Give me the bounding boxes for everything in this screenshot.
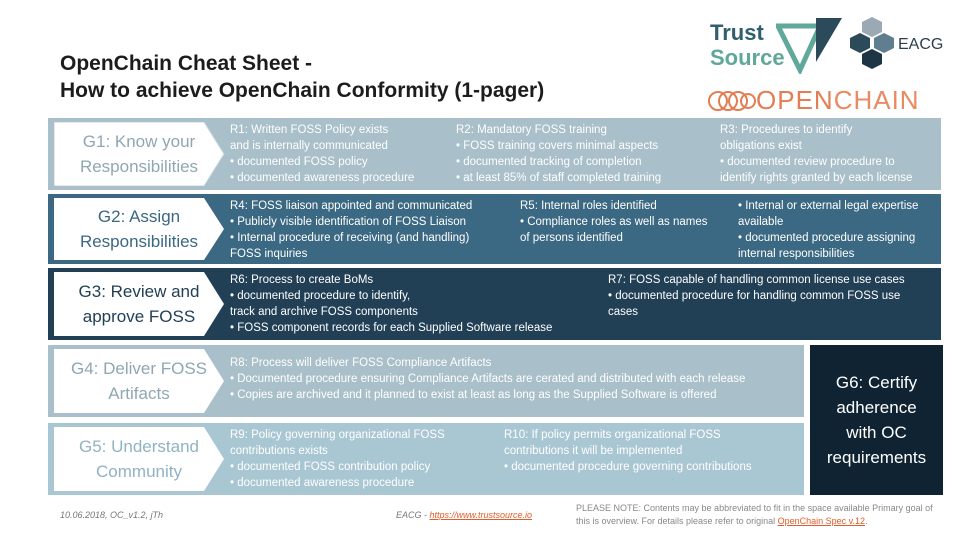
g3-col-r6: R6: Process to create BoMs • documented procedure to identify, track and archive FOSS components • FOSS component records for each Supplied Software release [230,274,553,334]
footer-note [576,502,946,528]
goal-row-g1 [48,118,941,190]
footer-credit-prefix: EACG - [396,510,430,520]
page-title [60,50,544,104]
footer-credit [396,510,532,520]
trustsource-logo-line2: Source [710,45,785,70]
openchain-logo-open: OPEN [756,85,834,115]
g1-col-r3: R3: Procedures to identify obligations exist • documented review procedure to identify rights granted by each license [720,124,913,184]
g2-col-r5: R5: Internal roles identified • Compliance roles as well as names of persons identified [520,200,708,244]
g1-col-r2: R2: Mandatory FOSS training • FOSS training covers minimal aspects • documented tracking of completion • at least 85% of staff completed training [456,124,662,184]
chain-links-icon [708,85,756,115]
footer-note-end: . [864,516,868,526]
eacg-logo-text: EACG [898,36,944,53]
g6-label: G6: Certify adherence with OC requirements [826,373,927,467]
g6-certify-box [810,345,943,495]
trustsource-mark-icon [776,12,846,74]
trustsource-logo [710,20,845,75]
g5-col-r10: R10: If policy permits organizational FOSS contributions it will be implemented • documented procedure governing contributions [504,429,752,473]
g4-col-r8: R8: Process will deliver FOSS Compliance Artifacts • Documented procedure ensuring Compliance Artifacts are cerated and distributed with each release • Copies are archived and it planned to exist at least as long as the Supplied Software is offered [230,357,746,401]
hexagon-cluster-icon [848,16,898,72]
title-line-1: OpenChain Cheat Sheet - [60,52,313,75]
eacg-logo [848,16,948,72]
openchain-spec-link[interactable]: OpenChain Spec v.12 [777,516,865,526]
trustsource-link[interactable]: https://www.trustsource.io [429,510,533,520]
g2-label: G2: Assign Responsibilities [79,207,199,251]
footer-version: 10.06.2018, OC_v1.2, jTh [60,510,164,520]
openchain-logo-chain: CHAIN [833,85,920,115]
goal-row-g3 [48,268,941,340]
g3-label: G3: Review and approve FOSS [78,282,200,326]
g1-label: G1: Know your Responsibilities [79,132,199,176]
g1-col-r1: R1: Written FOSS Policy exists and is internally communicated • documented FOSS policy • documented awareness procedure [230,124,415,184]
openchain-logo-text [756,85,920,116]
trustsource-logo-line1: Trust [710,20,764,45]
title-line-2: How to achieve OpenChain Conformity (1-pager) [60,79,545,102]
g3-col-r7: R7: FOSS capable of handling common license use cases • documented procedure for handling common FOSS use cases [608,274,905,318]
goal-row-g5 [48,423,804,495]
g2-col-r5-extra: • Internal or external legal expertise available • documented procedure assigning internal responsibilities [738,200,919,260]
goal-row-g2 [48,194,941,264]
g2-col-r4: R4: FOSS liaison appointed and communicated • Publicly visible identification of FOSS Liaison • Internal procedure of receiving (and handling) FOSS inquiries [230,200,473,260]
g4-label: G4: Deliver FOSS Artifacts [70,359,208,403]
g5-col-r9: R9: Policy governing organizational FOSS contributions exists • documented FOSS contribution policy • documented awareness procedure [230,429,445,489]
goal-row-g4 [48,345,804,417]
openchain-logo [708,85,953,117]
g5-label: G5: Understand Community [78,437,199,481]
footer-note-text: PLEASE NOTE: Contents may be abbreviated to fit in the space available Primary goal of this is overview. For details please refer to original [576,503,933,526]
